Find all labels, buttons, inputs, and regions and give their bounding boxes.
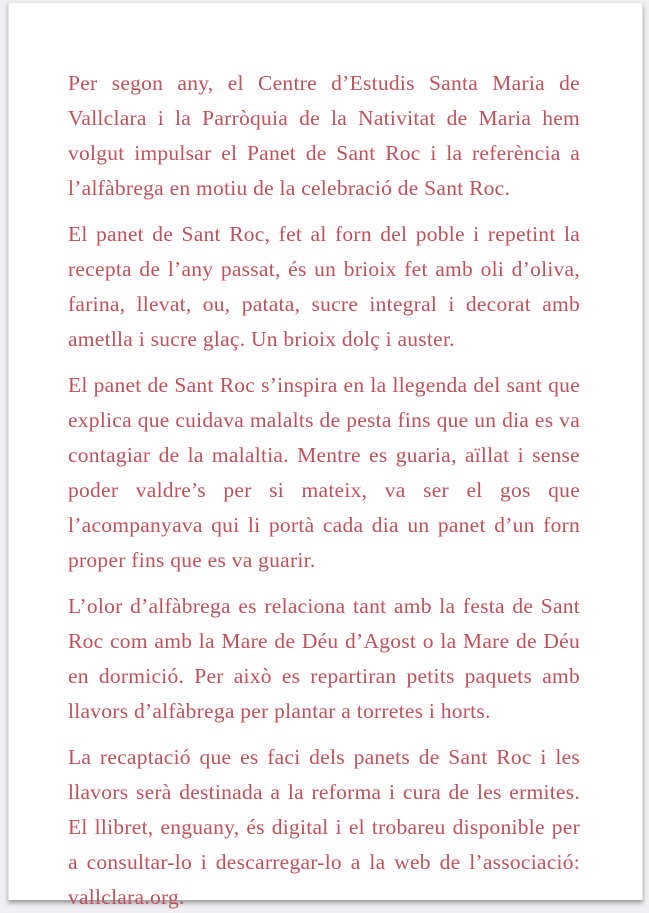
document-content: [9, 3, 642, 913]
paragraph-legend: El panet de Sant Roc s’inspira en la llegenda del sant que explica que cuidava malalts de pesta fins que un dia es va contagiar de la malaltia. Mentre es guaria, aïllat i sense poder valdre’s per si mateix, va ser el gos que l’acompanyava qui li portà cada dia un panet d’un forn proper fins que es va guarir.: [68, 373, 580, 572]
paragraph-fundraising: La recaptació que es faci dels panets de Sant Roc i les llavors serà destinada a la reforma i cura de les ermites. El llibret, enguany, és digital i el trobareu disponible per a consultar-lo i descarregar-lo a la web de l’associació: vallclara.org.: [68, 745, 580, 909]
paragraph-intro: Per segon any, el Centre d’Estudis Santa Maria de Vallclara i la Parròquia de la Nativitat de Maria hem volgut impulsar el Panet de Sant Roc i la referència a l’alfàbrega en motiu de la celebració de Sant Roc.: [68, 71, 580, 200]
paragraph-recipe: El panet de Sant Roc, fet al forn del poble i repetint la recepta de l’any passat, és un brioix fet amb oli d’oliva, farina, llevat, ou, patata, sucre integral i decorat amb ametlla i sucre glaç. Un brioix dolç i auster.: [68, 222, 580, 351]
document-page: [8, 2, 643, 909]
paragraph-basil: L’olor d’alfàbrega es relaciona tant amb la festa de Sant Roc com amb la Mare de Déu d’Agost o la Mare de Déu en dormició. Per això es repartiran petits paquets amb llavors d’alfàbrega per plantar a torretes i horts.: [68, 594, 580, 723]
